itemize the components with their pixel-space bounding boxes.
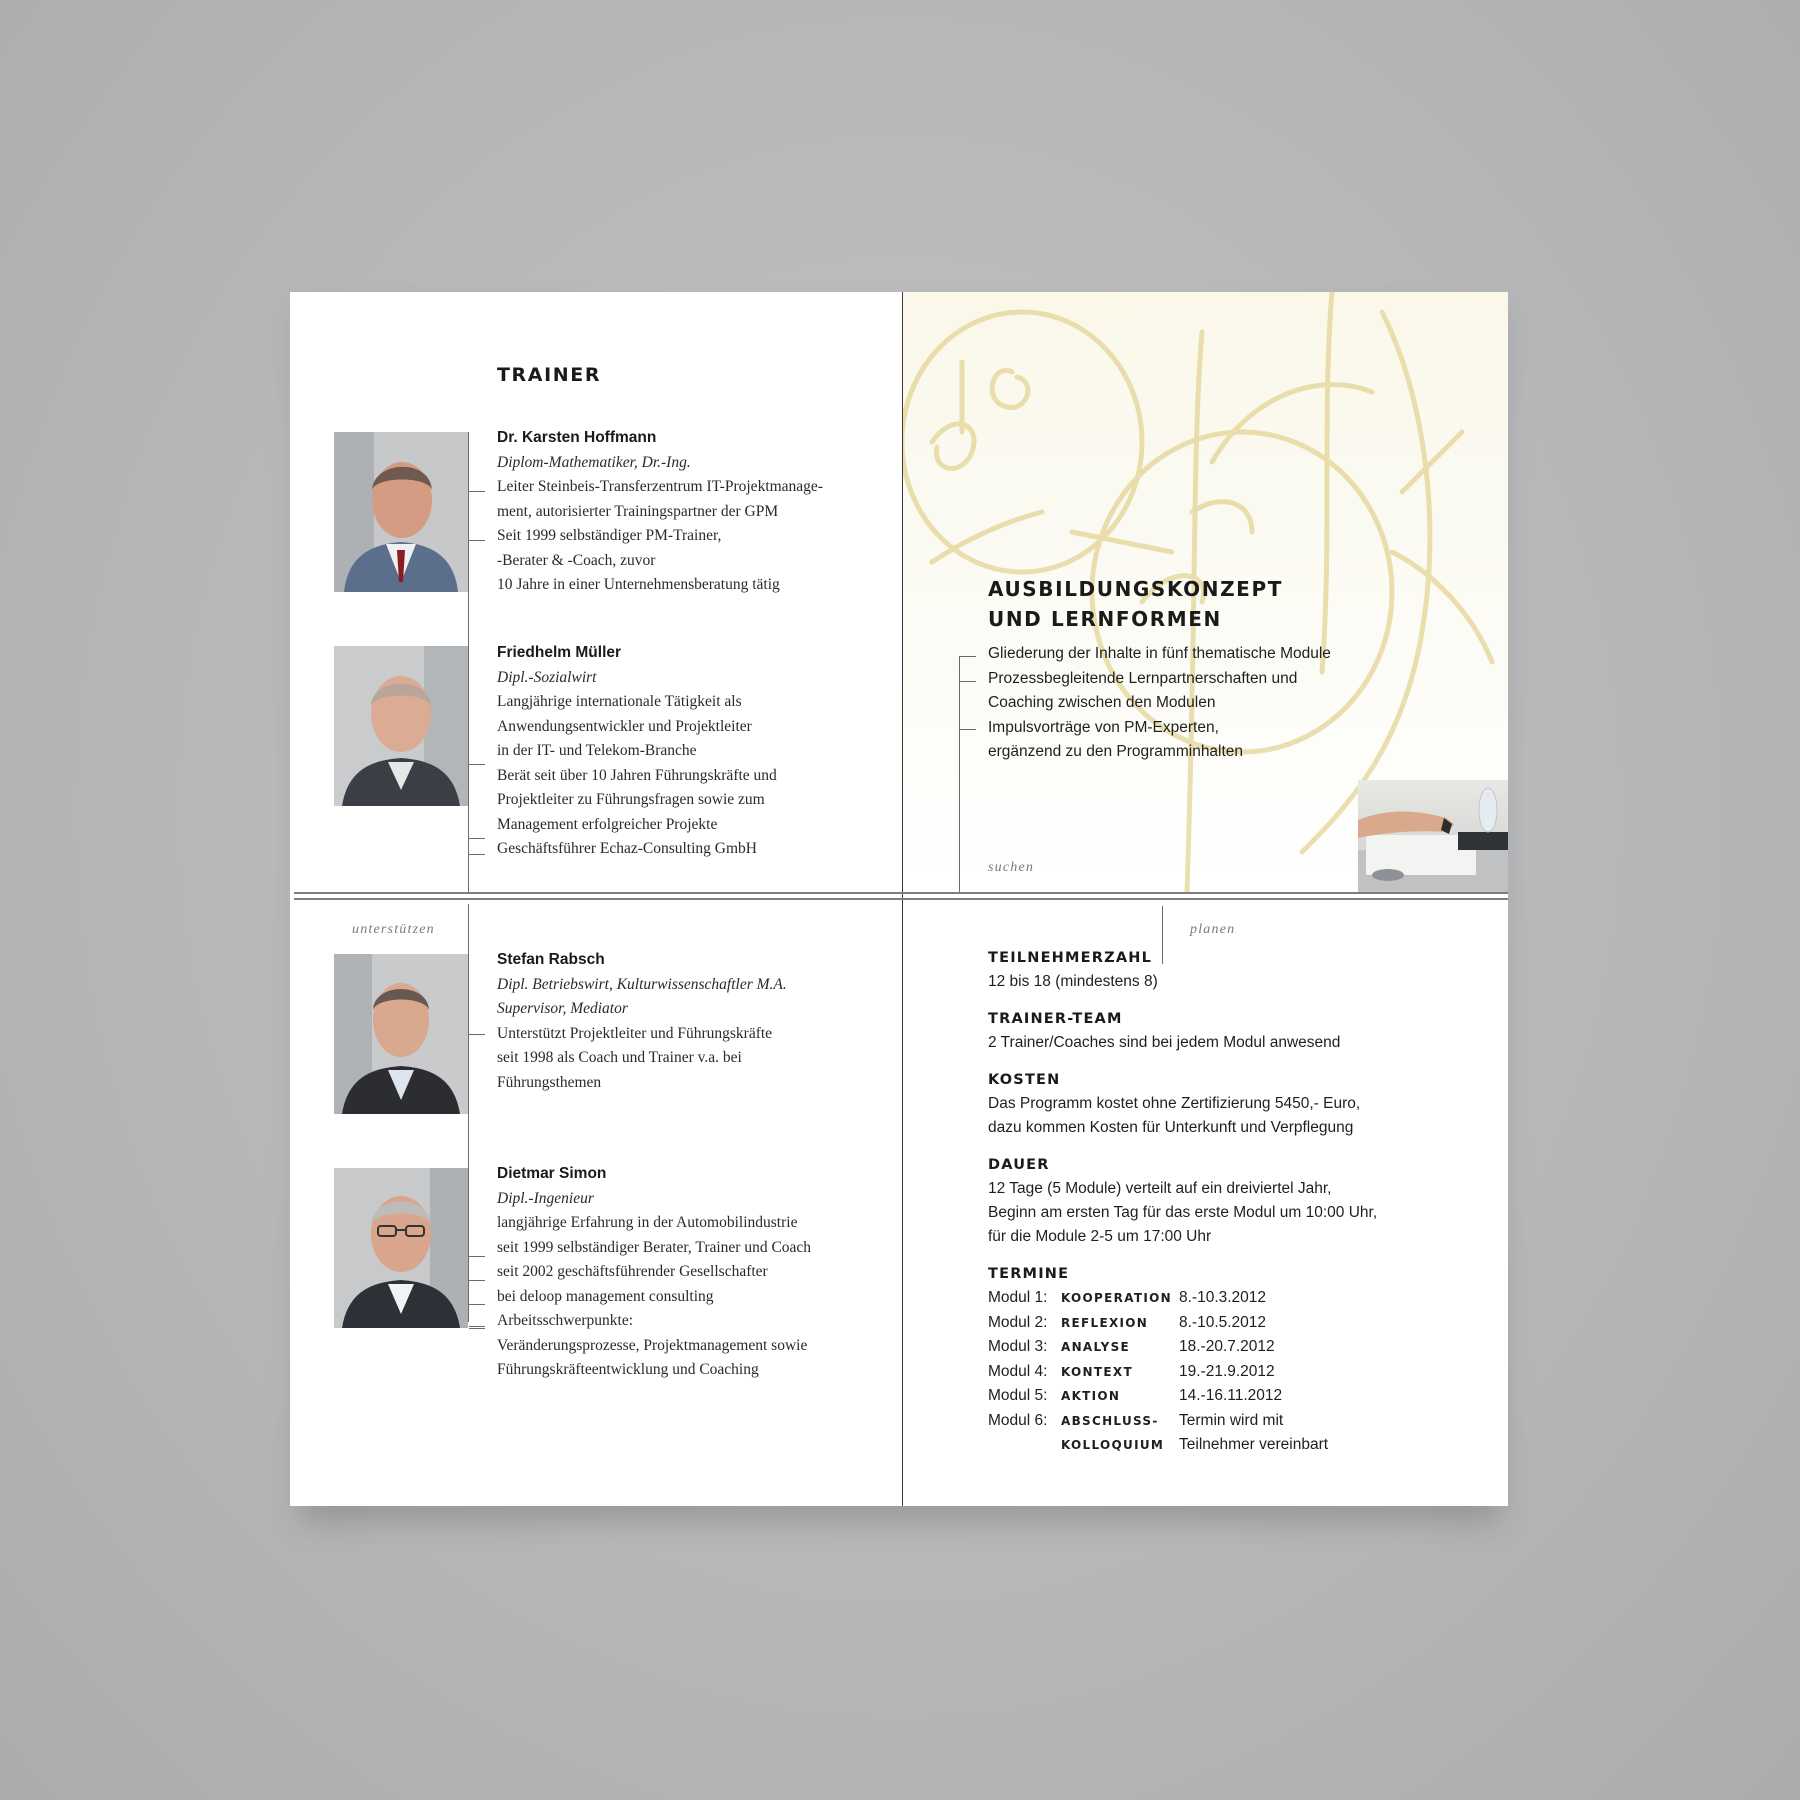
meeting-hands-photo (1358, 780, 1508, 892)
trainer-name: Stefan Rabsch (497, 951, 605, 968)
left-timeline-top (468, 432, 469, 892)
trainer-entry-hoffmann (497, 426, 887, 598)
trainer-name: Friedhelm Müller (497, 644, 622, 661)
concept-item: ergänzend zu den Programminhalten (988, 743, 1244, 760)
concept-timeline (959, 656, 960, 892)
module-number (988, 1433, 1061, 1458)
trainer-text-line: Anwendungsentwickler und Projektleiter (497, 717, 752, 735)
divider-line-bottom (294, 898, 1508, 900)
participants-block (988, 946, 1468, 994)
cost-block (988, 1068, 1468, 1140)
timeline-tick (469, 854, 485, 855)
concept-heading (988, 574, 1283, 634)
table-row (988, 1433, 1328, 1458)
cost-heading: KOSTEN (988, 1072, 1061, 1088)
concept-item: Coaching zwischen den Modulen (988, 694, 1216, 711)
timeline-tick (469, 1304, 485, 1305)
module-number: Modul 3: (988, 1338, 1048, 1355)
module-topic: KONTEXT (1061, 1364, 1133, 1379)
module-topic: KOOPERATION (1061, 1291, 1172, 1305)
cost-text-line: Das Programm kostet ohne Zertifizierung 5450,- Euro, (988, 1095, 1361, 1112)
section-label-unterstuetzen: unterstützen (352, 922, 435, 937)
module-number: Modul 6: (988, 1411, 1048, 1429)
timeline-tick (960, 656, 976, 657)
duration-text-line: 12 Tage (5 Module) verteilt auf ein dreiviertel Jahr, (988, 1180, 1332, 1197)
timeline-tick (469, 491, 485, 492)
module-date: Teilnehmer vereinbart (1179, 1436, 1329, 1453)
module-date: 8.-10.3.2012 (1179, 1289, 1267, 1306)
trainer-photo-rabsch (334, 954, 468, 1114)
trainer-role: Diplom-Mathematiker, Dr.-Ing. (497, 453, 691, 471)
timeline-tick (469, 1034, 485, 1035)
trainer-photo-hoffmann (334, 432, 468, 592)
concept-list (988, 642, 1388, 765)
table-row (988, 1360, 1328, 1385)
duration-heading: DAUER (988, 1157, 1050, 1173)
table-row (988, 1286, 1328, 1311)
concept-heading-line1: AUSBILDUNGSKONZEPT (988, 577, 1283, 601)
trainer-text-line: Führungsthemen (497, 1073, 602, 1091)
cost-text-line: dazu kommen Kosten für Unterkunft und Verpflegung (988, 1119, 1354, 1136)
trainer-text-line: ment, autorisierter Trainingspartner der GPM (497, 502, 779, 520)
trainer-name: Dietmar Simon (497, 1165, 607, 1182)
section-label-suchen: suchen (988, 860, 1035, 875)
duration-block (988, 1153, 1468, 1249)
module-number: Modul 1: (988, 1289, 1048, 1306)
trainer-text-line: -Berater & -Coach, zuvor (497, 551, 656, 569)
timeline-tick (469, 838, 485, 839)
trainer-text-line: Leiter Steinbeis-Transferzentrum IT-Projektmanage- (497, 478, 823, 495)
timeline-tick (960, 681, 976, 682)
trainer-text-line: Seit 1999 selbständiger PM-Trainer, (497, 527, 722, 544)
module-number: Modul 2: (988, 1313, 1048, 1331)
trainer-role: Dipl. Betriebswirt, Kulturwissenschaftler M.A. (497, 975, 787, 993)
team-heading: TRAINER-TEAM (988, 1011, 1123, 1027)
module-date: 14.-16.11.2012 (1179, 1387, 1283, 1404)
table-row (988, 1311, 1328, 1336)
timeline-tick (469, 1256, 485, 1257)
module-date: 18.-20.7.2012 (1179, 1338, 1275, 1355)
trainer-text-line: Management erfolgreicher Projekte (497, 815, 718, 833)
trainer-role-secondary: Supervisor, Mediator (497, 1000, 628, 1017)
duration-text-line: für die Module 2-5 um 17:00 Uhr (988, 1228, 1212, 1245)
participants-heading: TEILNEHMERZAHL (988, 950, 1153, 966)
module-date: Termin wird mit (1179, 1411, 1284, 1429)
table-row (988, 1335, 1328, 1360)
timeline-tick (469, 1328, 485, 1329)
trainer-text-line: Berät seit über 10 Jahren Führungskräfte und (497, 766, 777, 784)
left-timeline-bottom (468, 904, 469, 1322)
team-block (988, 1007, 1468, 1055)
concept-item: Gliederung der Inhalte in fünf thematische Module (988, 645, 1331, 662)
concept-heading-line2: UND LERNFORMEN (988, 607, 1222, 631)
trainer-text-line: seit 2002 geschäftsführender Gesellschafter (497, 1263, 768, 1280)
trainer-entry-mueller (497, 641, 887, 862)
trainer-heading: TRAINER (497, 364, 602, 386)
dates-block (988, 1262, 1468, 1458)
trainer-text-line: Arbeitsschwerpunkte: (497, 1312, 634, 1329)
trainer-entry-rabsch (497, 948, 887, 1095)
trainer-role: Dipl.-Ingenieur (497, 1189, 594, 1207)
divider-line-top (294, 892, 1508, 894)
timeline-tick (469, 1280, 485, 1281)
module-number: Modul 5: (988, 1387, 1048, 1404)
trainer-text-line: Langjährige internationale Tätigkeit als (497, 693, 742, 710)
duration-text-line: Beginn am ersten Tag für das erste Modul um 10:00 Uhr, (988, 1204, 1378, 1221)
trainer-name: Dr. Karsten Hoffmann (497, 429, 657, 446)
module-schedule-table (988, 1286, 1328, 1458)
module-topic: REFLEXION (1061, 1315, 1149, 1330)
brochure-sheet (290, 292, 1508, 1506)
trainer-text-line: Veränderungsprozesse, Projektmanagement sowie (497, 1336, 808, 1354)
timeline-tick (469, 764, 485, 765)
trainer-text-line: Projektleiter zu Führungsfragen sowie zum (497, 791, 765, 808)
program-info (988, 946, 1468, 1471)
module-topic: ANALYSE (1061, 1340, 1131, 1354)
timeline-tick (469, 540, 485, 541)
timeline-tick (960, 729, 976, 730)
team-text: 2 Trainer/Coaches sind bei jedem Modul anwesend (988, 1034, 1341, 1051)
timeline-tick (469, 1326, 485, 1327)
module-topic: AKTION (1061, 1389, 1121, 1403)
table-row (988, 1384, 1328, 1409)
table-row (988, 1409, 1328, 1434)
participants-text: 12 bis 18 (mindestens 8) (988, 973, 1158, 990)
concept-item: Prozessbegleitende Lernpartnerschaften und (988, 669, 1298, 687)
trainer-text-line: Führungskräfteentwicklung und Coaching (497, 1361, 759, 1378)
module-topic: KOLLOQUIUM (1061, 1438, 1165, 1452)
trainer-text-line: Geschäftsführer Echaz-Consulting GmbH (497, 840, 757, 857)
trainer-text-line: seit 1999 selbständiger Berater, Trainer und Coach (497, 1238, 812, 1256)
trainer-text-line: seit 1998 als Coach und Trainer v.a. bei (497, 1049, 742, 1066)
concept-item: Impulsvorträge von PM-Experten, (988, 718, 1219, 736)
module-topic: ABSCHLUSS- (1061, 1413, 1159, 1428)
trainer-text-line: langjährige Erfahrung in der Automobilindustrie (497, 1214, 798, 1231)
trainer-text-line: bei deloop management consulting (497, 1287, 714, 1305)
module-date: 19.-21.9.2012 (1179, 1362, 1275, 1380)
trainer-photo-simon (334, 1168, 468, 1328)
trainer-role: Dipl.-Sozialwirt (497, 668, 597, 686)
module-number: Modul 4: (988, 1362, 1048, 1380)
trainer-text-line: in der IT- und Telekom-Branche (497, 742, 697, 759)
section-label-planen: planen (1190, 922, 1236, 937)
trainer-entry-simon (497, 1162, 887, 1383)
trainer-photo-mueller (334, 646, 468, 806)
trainer-text-line: Unterstützt Projektleiter und Führungskräfte (497, 1024, 773, 1042)
dates-heading: TERMINE (988, 1266, 1070, 1282)
trainer-text-line: 10 Jahre in einer Unternehmensberatung tätig (497, 576, 780, 593)
module-date: 8.-10.5.2012 (1179, 1313, 1267, 1331)
